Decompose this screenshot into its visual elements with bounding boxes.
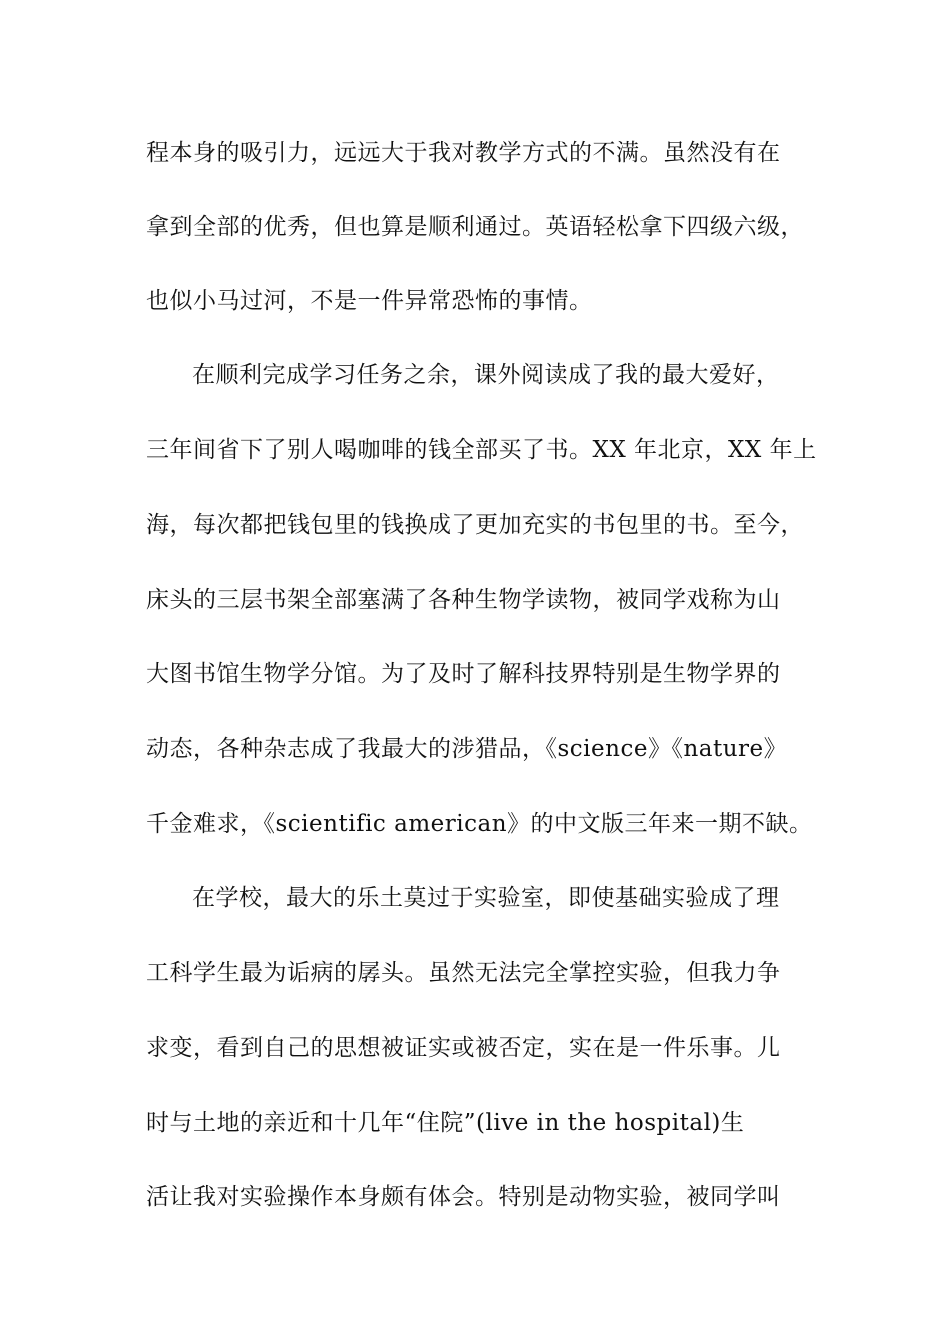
paragraph-line: 千金难求，《scientific american》的中文版三年来一期不缺。 bbox=[146, 811, 813, 837]
paragraph-line: 活让我对实验操作本身颇有体会。特别是动物实验，被同学叫 bbox=[146, 1184, 781, 1210]
paragraph-first-line: 在学校，最大的乐土莫过于实验室，即使基础实验成了理 bbox=[192, 885, 780, 911]
paragraph-line: 也似小马过河，不是一件异常恐怖的事情。 bbox=[146, 288, 593, 314]
paragraph-line: 时与土地的亲近和十几年“住院”(live in the hospital)生 bbox=[146, 1110, 745, 1136]
paragraph-line: 工科学生最为诟病的孱头。虽然无法完全掌控实验，但我力争 bbox=[146, 960, 781, 986]
paragraph-line: 拿到全部的优秀，但也算是顺利通过。英语轻松拿下四级六级， bbox=[146, 214, 804, 240]
paragraph-line: 海，每次都把钱包里的钱换成了更加充实的书包里的书。至今， bbox=[146, 512, 804, 538]
paragraph-line: 求变，看到自己的思想被证实或被否定，实在是一件乐事。儿 bbox=[146, 1035, 781, 1061]
paragraph-first-line: 在顺利完成学习任务之余，课外阅读成了我的最大爱好， bbox=[192, 362, 780, 388]
paragraph-line: 动态，各种杂志成了我最大的涉猎品，《science》《nature》 bbox=[146, 736, 788, 762]
paragraph-line: 三年间省下了别人喝咖啡的钱全部买了书。XX 年北京，XX 年上 bbox=[146, 437, 817, 463]
paragraph-line: 大图书馆生物学分馆。为了及时了解科技界特别是生物学界的 bbox=[146, 661, 781, 687]
paragraph-line: 床头的三层书架全部塞满了各种生物学读物，被同学戏称为山 bbox=[146, 587, 781, 613]
paragraph-line: 程本身的吸引力，远远大于我对教学方式的不满。虽然没有在 bbox=[146, 140, 781, 166]
